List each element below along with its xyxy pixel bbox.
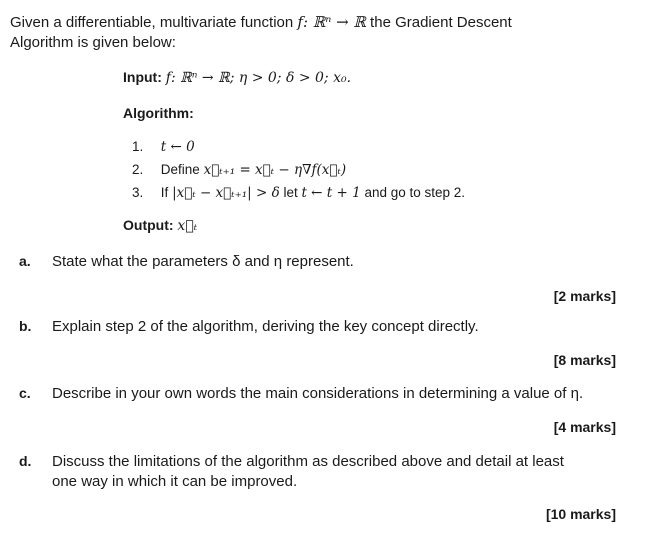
step-number: 1. <box>132 139 144 154</box>
step-math: |x⃗ₜ − x⃗ₜ₊₁| > δ <box>172 185 280 201</box>
intro-text-end: the Gradient Descent <box>365 14 512 31</box>
question-d-marks: [10 marks] <box>545 506 616 522</box>
step-math: x⃗ₜ₊₁ = x⃗ₜ − η∇f(x⃗ₜ) <box>203 162 347 178</box>
step-number: 2. <box>132 162 144 177</box>
output-line <box>123 217 197 234</box>
question-c-text: Describe in your own words the main considerations in determining a value of η. <box>52 385 584 402</box>
algorithm-step-2 <box>132 162 346 178</box>
question-a-marks: [2 marks] <box>553 288 616 304</box>
question-b-text: Explain step 2 of the algorithm, deriving the key concept directly. <box>52 318 479 335</box>
question-c <box>19 383 31 404</box>
question-letter: c. <box>19 385 31 401</box>
question-a-text: State what the parameters δ and η represent. <box>52 253 354 270</box>
step-text: and go to step 2. <box>360 185 466 200</box>
function-signature: f: ℝⁿ → ℝ <box>297 13 366 31</box>
step-text: Define <box>160 162 204 177</box>
algorithm-step-1 <box>132 139 195 155</box>
question-b-marks: [8 marks] <box>553 352 616 368</box>
question-d-text-line-2: one way in which it can be improved. <box>52 473 298 490</box>
intro-line-1 <box>10 12 512 33</box>
algorithm-label: Algorithm: <box>123 105 194 121</box>
step-number: 3. <box>132 185 144 200</box>
input-math: f: ℝⁿ → ℝ; η > 0; δ > 0; x₀. <box>165 70 352 86</box>
intro-text: Given a differentiable, multivariate function <box>10 14 298 31</box>
question-d <box>19 451 31 472</box>
question-b <box>19 316 31 337</box>
question-a <box>19 251 31 272</box>
output-label: Output: <box>123 217 174 233</box>
question-d-text-line-1: Discuss the limitations of the algorithm as described above and detail at least <box>52 453 564 470</box>
step-math: t ← 0 <box>160 139 195 155</box>
question-c-marks: [4 marks] <box>553 419 616 435</box>
question-letter: b. <box>19 318 32 334</box>
algorithm-step-3 <box>132 185 465 201</box>
intro-line-2: Algorithm is given below: <box>10 34 176 51</box>
step-text: If <box>160 185 173 200</box>
step-math: t ← t + 1 <box>301 185 361 201</box>
step-text: let <box>279 185 302 200</box>
question-letter: d. <box>19 453 32 469</box>
output-math: x⃗ₜ <box>177 218 198 234</box>
input-label: Input: <box>123 69 162 85</box>
question-letter: a. <box>19 253 31 269</box>
input-line <box>123 69 351 86</box>
